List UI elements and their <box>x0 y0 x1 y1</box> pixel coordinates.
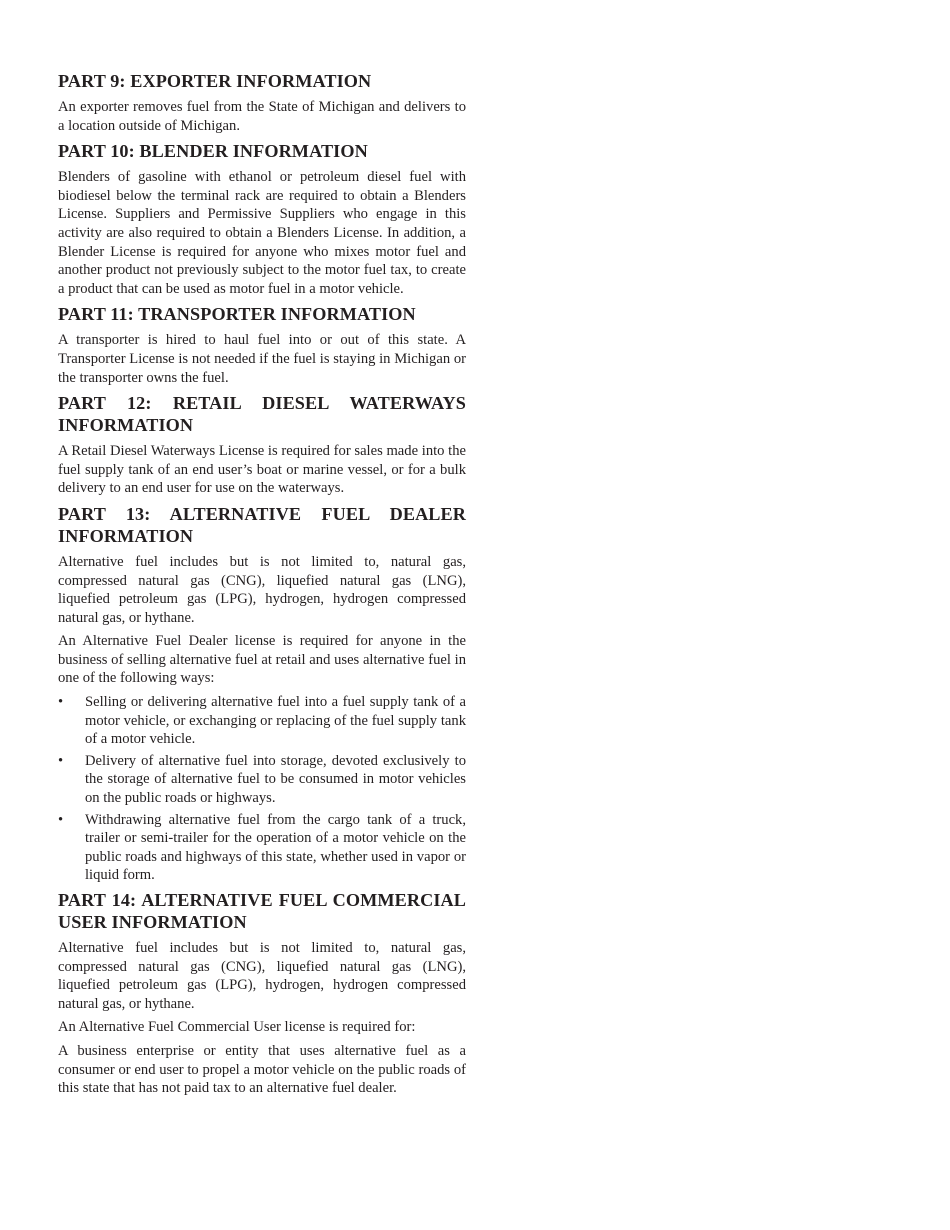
bullet-marker: • <box>58 811 64 828</box>
list-item-text: Withdrawing alternative fuel from the cargo tank of a truck, trailer or semi-trailer for the operation of a motor vehicle on the public roads and highways of this state, whether used in vapor or liquid form. <box>85 811 466 884</box>
bullet-list <box>58 693 466 885</box>
section-heading: PART 14: ALTERNATIVE FUEL COMMERCIAL USER INFORMATION <box>58 890 466 932</box>
section-paragraph: Alternative fuel includes but is not limited to, natural gas, compressed natural gas (CNG), liquefied natural gas (LNG), liquefied petroleum gas (LPG), hydrogen, hydrogen compressed natural gas, or hythane. <box>58 553 466 626</box>
section-heading: PART 10: BLENDER INFORMATION <box>58 141 368 162</box>
section-part-12 <box>58 392 466 498</box>
list-item-text: Selling or delivering alternative fuel into a fuel supply tank of a motor vehicle, or exchanging or replacing of the fuel supply tank of a motor vehicle. <box>85 694 466 748</box>
section-part-13 <box>58 503 466 885</box>
list-item <box>58 811 466 885</box>
section-heading: PART 13: ALTERNATIVE FUEL DEALER INFORMATION <box>58 503 466 546</box>
section-paragraph: A business enterprise or entity that uses alternative fuel as a consumer or end user to propel a motor vehicle on the public roads of this state that has not paid tax to an alternative fuel dealer. <box>58 1042 466 1097</box>
section-heading: PART 9: EXPORTER INFORMATION <box>58 71 372 91</box>
section-paragraph: An exporter removes fuel from the State of Michigan and delivers to a location outside of Michigan. <box>58 99 466 134</box>
section-heading: PART 12: RETAIL DIESEL WATERWAYS INFORMATION <box>58 393 466 436</box>
section-paragraph: An Alternative Fuel Commercial User license is required for: <box>58 1019 416 1036</box>
list-item <box>58 752 466 808</box>
section-heading: PART 11: TRANSPORTER INFORMATION <box>58 304 416 325</box>
section-part-9 <box>58 70 466 135</box>
section-paragraph: Alternative fuel includes but is not limited to, natural gas, compressed natural gas (CNG), liquefied natural gas (LNG), liquefied petroleum gas (LPG), hydrogen, hydrogen compressed natural gas, or hythane. <box>58 940 466 1012</box>
section-part-14 <box>58 889 466 1098</box>
section-part-10 <box>58 140 466 298</box>
list-item <box>58 693 466 749</box>
section-paragraph: An Alternative Fuel Dealer license is required for anyone in the business of selling alternative fuel at retail and uses alternative fuel in one of the following ways: <box>58 633 466 687</box>
section-part-11 <box>58 303 466 387</box>
section-paragraph: A transporter is hired to haul fuel into or out of this state. A Transporter License is not needed if the fuel is staying in Michigan or the transporter owns the fuel. <box>58 332 466 386</box>
section-paragraph: Blenders of gasoline with ethanol or petroleum diesel fuel with biodiesel below the terminal rack are required to obtain a Blenders License. Suppliers and Permissive Suppliers who engage in this activity are also required to obtain a Blenders License. In addition, a Blender License is required for anyone who mixes motor fuel and another product not previously subject to the motor fuel tax, to create a product that can be used as motor fuel in a motor vehicle. <box>58 169 466 297</box>
section-paragraph: A Retail Diesel Waterways License is required for sales made into the fuel supply tank of an end user’s boat or marine vessel, or for a bulk delivery to an end user for use on the waterways. <box>58 443 466 497</box>
bullet-marker: • <box>58 694 64 711</box>
document-column <box>58 70 466 1103</box>
bullet-marker: • <box>58 752 64 769</box>
list-item-text: Delivery of alternative fuel into storage, devoted exclusively to the storage of alternative fuel to be consumed in motor vehicles on the public roads or highways. <box>85 752 466 807</box>
